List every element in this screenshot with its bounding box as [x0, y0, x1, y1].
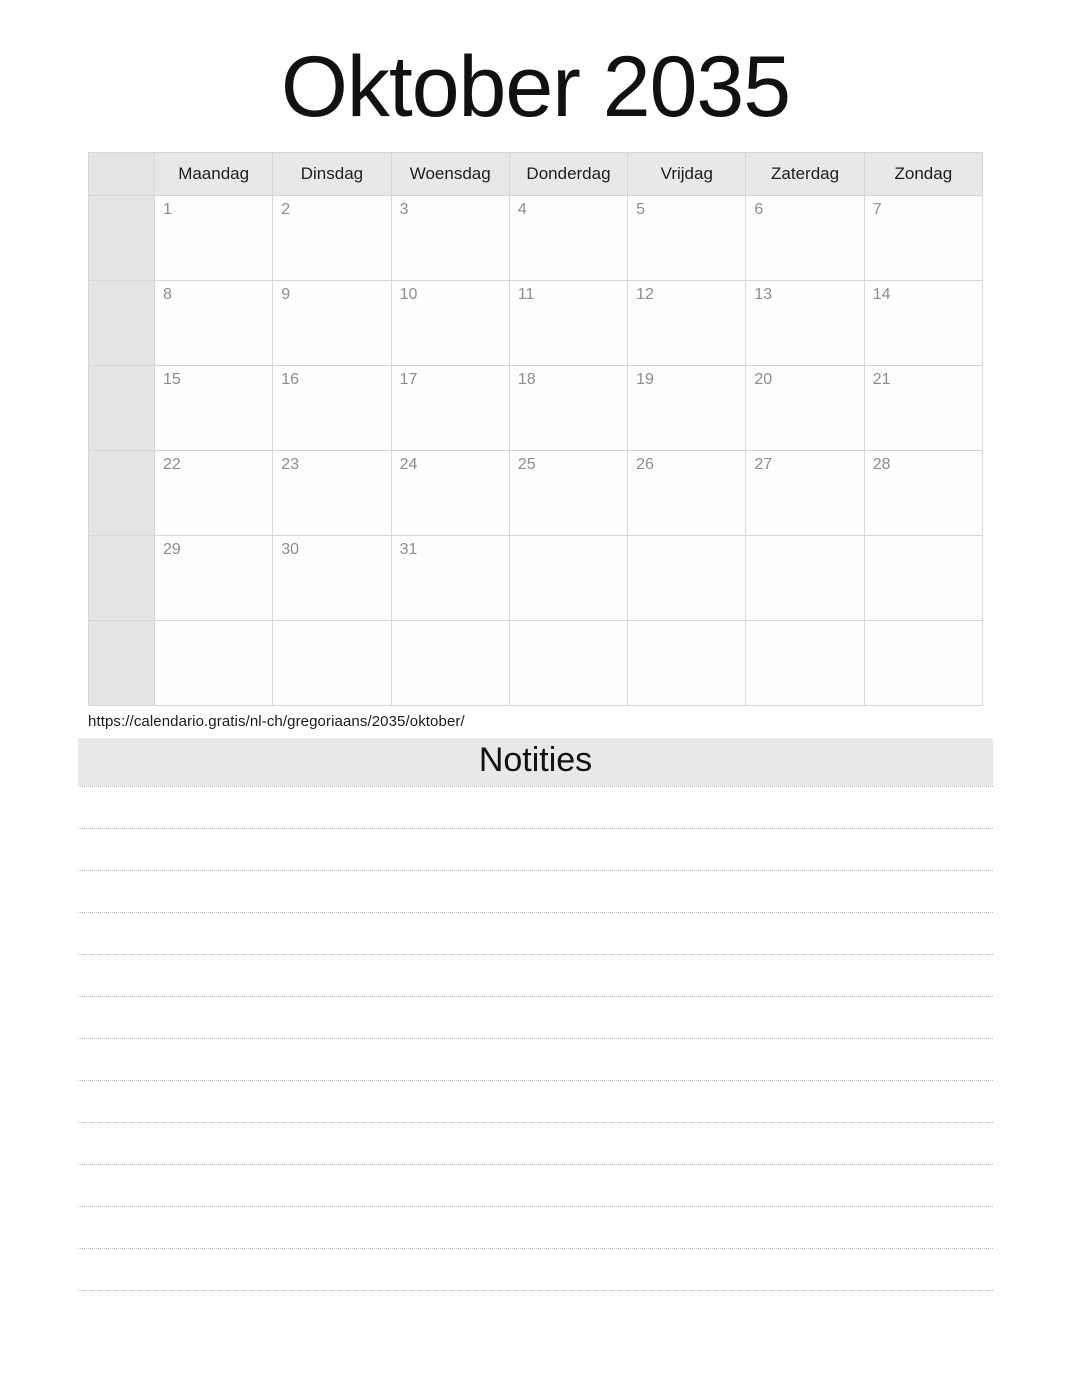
note-line[interactable] — [78, 955, 993, 997]
calendar-header-row — [89, 153, 983, 196]
note-line[interactable] — [78, 997, 993, 1039]
day-number: 30 — [281, 541, 300, 558]
calendar-day-cell — [509, 281, 627, 366]
day-number — [392, 621, 509, 627]
note-line[interactable] — [78, 829, 993, 871]
day-number: 17 — [399, 371, 418, 388]
calendar-day-cell — [273, 281, 391, 366]
calendar-day-cell — [391, 366, 509, 451]
calendar-table — [88, 152, 983, 706]
weekday-header-wednesday: Woensdag — [391, 153, 509, 196]
calendar-day-cell — [273, 451, 391, 536]
calendar-day-cell — [273, 536, 391, 621]
weekday-header-monday: Maandag — [155, 153, 273, 196]
calendar-day-cell — [628, 196, 746, 281]
calendar-day-cell — [746, 366, 864, 451]
calendar-week-row — [89, 536, 983, 621]
calendar-week-row — [89, 281, 983, 366]
day-number: 20 — [754, 371, 773, 388]
calendar-day-cell — [746, 281, 864, 366]
note-line[interactable] — [78, 871, 993, 913]
day-number: 10 — [399, 286, 418, 303]
day-number: 31 — [399, 541, 418, 558]
calendar-day-cell — [864, 621, 982, 706]
day-number: 19 — [636, 371, 654, 388]
notes-section — [78, 738, 993, 1291]
day-number — [865, 621, 982, 627]
day-number: 14 — [872, 286, 891, 303]
day-number: 26 — [636, 456, 654, 473]
calendar-day-cell — [155, 281, 273, 366]
calendar-day-cell — [746, 451, 864, 536]
day-number: 22 — [163, 456, 181, 473]
week-gutter-cell — [89, 621, 155, 706]
weekday-header-sunday: Zondag — [864, 153, 982, 196]
day-number: 13 — [754, 286, 773, 303]
day-number: 23 — [281, 456, 300, 473]
day-number — [628, 621, 745, 627]
calendar-day-cell — [864, 536, 982, 621]
calendar-day-cell — [509, 536, 627, 621]
note-line[interactable] — [78, 1039, 993, 1081]
day-number — [510, 536, 627, 542]
calendar-week-row — [89, 366, 983, 451]
week-gutter-cell — [89, 281, 155, 366]
calendar-day-cell — [864, 451, 982, 536]
calendar-day-cell — [391, 621, 509, 706]
weekday-header-thursday: Donderdag — [509, 153, 627, 196]
calendar-day-cell — [273, 366, 391, 451]
day-number: 27 — [754, 456, 773, 473]
day-number: 2 — [281, 201, 291, 218]
day-number — [746, 536, 863, 542]
calendar-day-cell — [628, 281, 746, 366]
calendar-week-row — [89, 451, 983, 536]
day-number: 4 — [517, 201, 527, 218]
day-number — [865, 536, 982, 542]
calendar-day-cell — [628, 366, 746, 451]
calendar-day-cell — [391, 451, 509, 536]
weekday-header-friday: Vrijdag — [628, 153, 746, 196]
calendar-day-cell — [864, 366, 982, 451]
calendar-day-cell — [155, 366, 273, 451]
note-line[interactable] — [78, 1081, 993, 1123]
day-number: 28 — [872, 456, 891, 473]
calendar-day-cell — [391, 281, 509, 366]
calendar-day-cell — [273, 621, 391, 706]
notes-title: Notities — [78, 738, 993, 786]
day-number: 1 — [163, 201, 172, 218]
calendar-day-cell — [864, 196, 982, 281]
day-number: 12 — [636, 286, 654, 303]
notes-lines — [78, 786, 993, 1291]
day-number: 25 — [517, 456, 536, 473]
calendar-day-cell — [628, 536, 746, 621]
day-number: 24 — [399, 456, 418, 473]
calendar-container — [88, 152, 983, 706]
calendar-day-cell — [155, 451, 273, 536]
calendar-day-cell — [509, 366, 627, 451]
calendar-body — [89, 196, 983, 706]
day-number — [510, 621, 627, 627]
calendar-week-row — [89, 196, 983, 281]
note-line[interactable] — [78, 1207, 993, 1249]
calendar-day-cell — [391, 196, 509, 281]
note-line[interactable] — [78, 1123, 993, 1165]
day-number: 15 — [163, 371, 181, 388]
day-number — [746, 621, 863, 627]
calendar-day-cell — [746, 536, 864, 621]
day-number — [155, 621, 272, 627]
calendar-week-row — [89, 621, 983, 706]
calendar-day-cell — [509, 621, 627, 706]
day-number: 11 — [517, 286, 535, 303]
calendar-day-cell — [155, 621, 273, 706]
day-number: 16 — [281, 371, 300, 388]
note-line[interactable] — [78, 1165, 993, 1207]
day-number: 9 — [281, 286, 291, 303]
calendar-day-cell — [509, 451, 627, 536]
calendar-day-cell — [273, 196, 391, 281]
calendar-day-cell — [628, 621, 746, 706]
calendar-corner-cell — [89, 153, 155, 196]
page-title: Oktober 2035 — [280, 39, 791, 135]
note-line[interactable] — [78, 786, 993, 829]
weekday-header-tuesday: Dinsdag — [273, 153, 391, 196]
calendar-day-cell — [628, 451, 746, 536]
day-number: 29 — [163, 541, 181, 558]
calendar-day-cell — [155, 196, 273, 281]
day-number: 21 — [872, 371, 891, 388]
calendar-day-cell — [746, 621, 864, 706]
note-line[interactable] — [78, 913, 993, 955]
calendar-day-cell — [864, 281, 982, 366]
day-number: 8 — [163, 286, 172, 303]
calendar-day-cell — [509, 196, 627, 281]
week-gutter-cell — [89, 451, 155, 536]
day-number: 3 — [399, 201, 409, 218]
day-number: 18 — [517, 371, 536, 388]
week-gutter-cell — [89, 366, 155, 451]
day-number: 5 — [636, 201, 646, 218]
calendar-day-cell — [391, 536, 509, 621]
source-url[interactable]: https://calendario.gratis/nl-ch/gregoriaans/2035/oktober/ — [88, 713, 465, 730]
day-number — [273, 621, 390, 627]
note-line[interactable] — [78, 1249, 993, 1291]
calendar-day-cell — [155, 536, 273, 621]
week-gutter-cell — [89, 196, 155, 281]
weekday-header-saturday: Zaterdag — [746, 153, 864, 196]
day-number — [628, 536, 745, 542]
day-number: 7 — [872, 201, 882, 218]
calendar-day-cell — [746, 196, 864, 281]
week-gutter-cell — [89, 536, 155, 621]
day-number: 6 — [754, 201, 764, 218]
